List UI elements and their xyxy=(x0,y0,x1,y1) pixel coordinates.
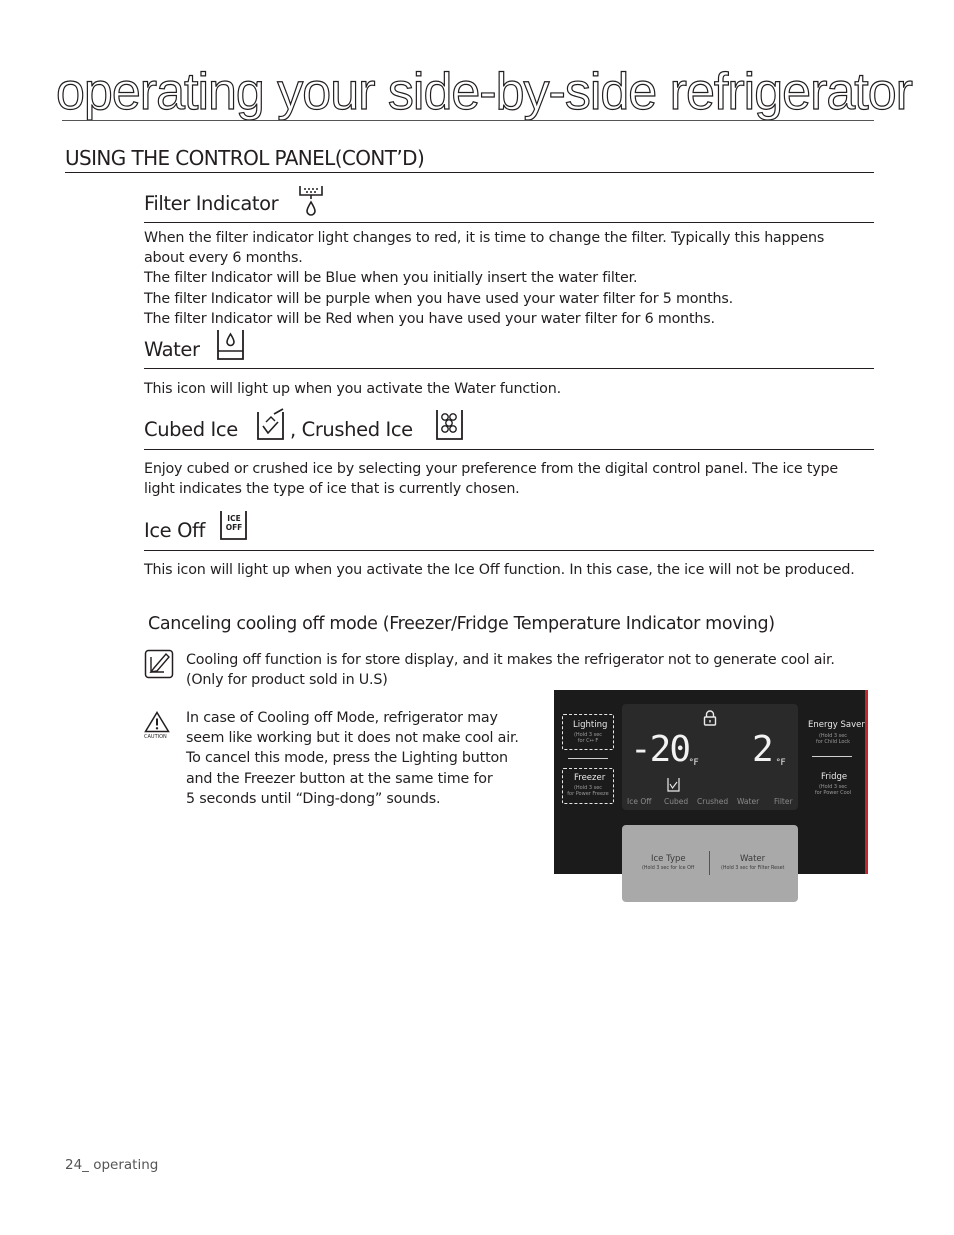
cancel-heading: Canceling cooling off mode (Freezer/Fridge Temperature Indicator moving) xyxy=(148,614,775,634)
lock-icon xyxy=(703,710,717,730)
cubed-ice-icon xyxy=(256,408,288,442)
water-glass-icon xyxy=(216,328,246,362)
caution-line: and the Freezer button at the same time for xyxy=(186,770,493,787)
ice-text xyxy=(144,459,838,499)
water-rule xyxy=(144,368,874,369)
ice-off-text: This icon will light up when you activate the Ice Off function. In this case, the ice will not be produced. xyxy=(144,562,855,578)
caution-line: To cancel this mode, press the Lighting button xyxy=(186,750,508,767)
crushed-ice-heading: , Crushed Ice xyxy=(290,418,413,441)
caution-text xyxy=(186,708,519,809)
panel-divider xyxy=(812,756,852,757)
energy-saver-sub: for Child Lock xyxy=(815,739,851,745)
lcd-label-crushed: Crushed xyxy=(697,797,729,806)
note-icon xyxy=(144,649,174,679)
water-sub: (Hold 3 sec for Filter Reset xyxy=(721,866,785,871)
filter-line: The filter Indicator will be Red when you have used your water filter for 6 months. xyxy=(144,310,715,327)
fridge-sub: for Power Cool xyxy=(814,790,852,796)
ice-off-icon-text: ICE xyxy=(227,514,241,523)
lighting-label: Lighting xyxy=(573,720,608,730)
lcd-label-filter: Filter xyxy=(774,797,793,806)
ice-line: Enjoy cubed or crushed ice by selecting your preference from the digital control panel. The ice type xyxy=(144,461,838,477)
energy-saver-sub: (Hold 3 sec xyxy=(818,733,848,739)
fridge-sub: (Hold 3 sec xyxy=(818,784,848,790)
ice-off-heading: Ice Off xyxy=(144,519,205,542)
filter-line: The filter Indicator will be purple when you have used your water filter for 5 months. xyxy=(144,290,733,307)
ice-off-rule xyxy=(144,550,874,551)
ice-type-button[interactable]: Ice Type xyxy=(651,854,686,864)
filter-rule xyxy=(144,222,874,223)
energy-saver-button[interactable]: Energy Saver xyxy=(808,720,865,730)
lcd-label-ice-off: Ice Off xyxy=(627,797,652,806)
filter-icon xyxy=(298,185,326,219)
freezer-sub: (Hold 3 sec xyxy=(573,785,603,791)
freezer-unit: °F xyxy=(689,758,699,768)
panel-edge xyxy=(865,690,868,874)
freezer-temp: -20 xyxy=(630,729,690,770)
crushed-ice-icon xyxy=(434,408,466,442)
lighting-sub: (Hold 3 sec xyxy=(573,732,603,738)
ice-line: light indicates the type of ice that is currently chosen. xyxy=(144,481,520,498)
filter-heading: Filter Indicator xyxy=(144,192,279,215)
caution-line: seem like working but it does not make cool air. xyxy=(186,730,519,747)
water-text: This icon will light up when you activate the Water function. xyxy=(144,381,561,397)
filter-line: The filter Indicator will be Blue when you initially insert the water filter. xyxy=(144,270,638,287)
fridge-temp: 2 xyxy=(752,729,774,770)
caution-line: In case of Cooling off Mode, refrigerator may xyxy=(186,710,498,726)
filter-text xyxy=(144,228,824,329)
filter-line: When the filter indicator light changes to red, it is time to change the filter. Typically this happens xyxy=(144,230,825,246)
ice-off-icon-text: OFF xyxy=(225,523,243,532)
freezer-sub: for Power Freeze xyxy=(567,791,609,797)
panel-divider xyxy=(568,758,608,759)
lighting-sub: for C↔ F xyxy=(577,738,599,744)
fridge-unit: °F xyxy=(776,758,786,768)
cubed-indicator-icon xyxy=(667,776,681,796)
note-text xyxy=(186,650,835,690)
keypad-divider xyxy=(709,851,710,875)
freezer-button[interactable] xyxy=(562,768,614,804)
caution-label: CAUTION xyxy=(144,734,167,740)
page-title: operating your side-by-side refrigerator xyxy=(56,63,912,121)
dispenser-keypad xyxy=(622,825,798,902)
note-line: Cooling off function is for store display, and it makes the refrigerator not to generate cool air. xyxy=(186,652,835,668)
water-heading: Water xyxy=(144,338,200,361)
title-rule xyxy=(62,120,874,121)
page-footer: 24_ operating xyxy=(65,1157,159,1173)
section-title: USING THE CONTROL PANEL(CONT’D) xyxy=(65,146,425,170)
note-line: (Only for product sold in U.S) xyxy=(186,672,388,689)
cubed-ice-heading: Cubed Ice xyxy=(144,418,238,441)
ice-off-icon xyxy=(219,510,249,542)
fridge-button[interactable]: Fridge xyxy=(821,772,848,782)
caution-icon xyxy=(144,711,170,733)
caution-line: 5 seconds until “Ding-dong” sounds. xyxy=(186,790,441,807)
lcd-label-cubed: Cubed xyxy=(664,797,689,806)
lighting-button[interactable] xyxy=(562,714,614,750)
water-button[interactable]: Water xyxy=(740,854,766,864)
section-rule xyxy=(65,172,874,173)
filter-line: about every 6 months. xyxy=(144,250,303,267)
ice-rule xyxy=(144,449,874,450)
lcd-label-water: Water xyxy=(737,797,760,806)
ice-type-sub: (Hold 3 sec for Ice Off xyxy=(642,866,695,871)
freezer-label: Freezer xyxy=(574,773,606,783)
